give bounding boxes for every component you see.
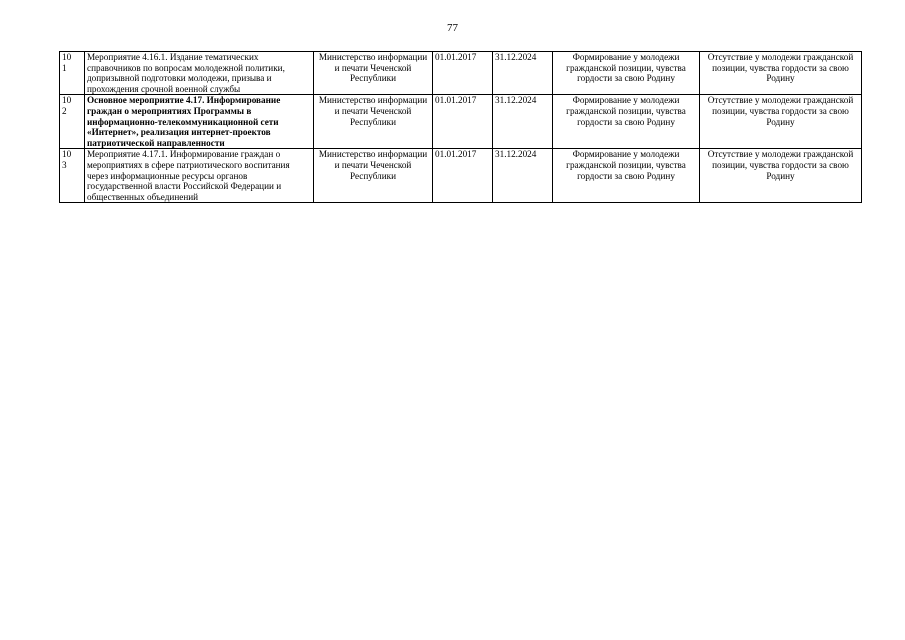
table-row <box>60 95 862 149</box>
risk-cell: Отсутствие у молодежи гражданской позиции, чувства гордости за свою Родину <box>700 149 862 203</box>
row-number-cell: 10 3 <box>60 149 85 203</box>
end-date-cell: 31.12.2024 <box>493 95 553 149</box>
expected-result-cell: Формирование у молодежи гражданской позиции, чувства гордости за свою Родину <box>553 52 700 95</box>
activity-name-cell: Мероприятие 4.17.1. Информирование граждан о мероприятиях в сфере патриотического воспитания через информационные ресурсы органов государственной власти Российской Федерации и общественных объединений <box>85 149 314 203</box>
row-number-cell: 10 1 <box>60 52 85 95</box>
start-date-cell: 01.01.2017 <box>433 149 493 203</box>
executor-cell: Министерство информации и печати Чеченской Республики <box>314 149 433 203</box>
expected-result-cell: Формирование у молодежи гражданской позиции, чувства гордости за свою Родину <box>553 149 700 203</box>
activity-name-cell: Мероприятие 4.16.1. Издание тематических справочников по вопросам молодежной политики, допризывной подготовки молодежи, призыва и прохождения срочной военной службы <box>85 52 314 95</box>
start-date-cell: 01.01.2017 <box>433 95 493 149</box>
end-date-cell: 31.12.2024 <box>493 52 553 95</box>
row-number-cell: 10 2 <box>60 95 85 149</box>
start-date-cell: 01.01.2017 <box>433 52 493 95</box>
executor-cell: Министерство информации и печати Чеченской Республики <box>314 95 433 149</box>
expected-result-cell: Формирование у молодежи гражданской позиции, чувства гордости за свою Родину <box>553 95 700 149</box>
end-date-cell: 31.12.2024 <box>493 149 553 203</box>
activities-table <box>59 51 862 203</box>
risk-cell: Отсутствие у молодежи гражданской позиции, чувства гордости за свою Родину <box>700 52 862 95</box>
risk-cell: Отсутствие у молодежи гражданской позиции, чувства гордости за свою Родину <box>700 95 862 149</box>
page-number: 77 <box>447 22 458 34</box>
activity-name-cell: Основное мероприятие 4.17. Информирование граждан о мероприятиях Программы в информационно-телекоммуникационной сети «Интернет», реализация интернет-проектов патриотической направленности <box>85 95 314 149</box>
table-row <box>60 52 862 95</box>
table-row <box>60 149 862 203</box>
executor-cell: Министерство информации и печати Чеченской Республики <box>314 52 433 95</box>
